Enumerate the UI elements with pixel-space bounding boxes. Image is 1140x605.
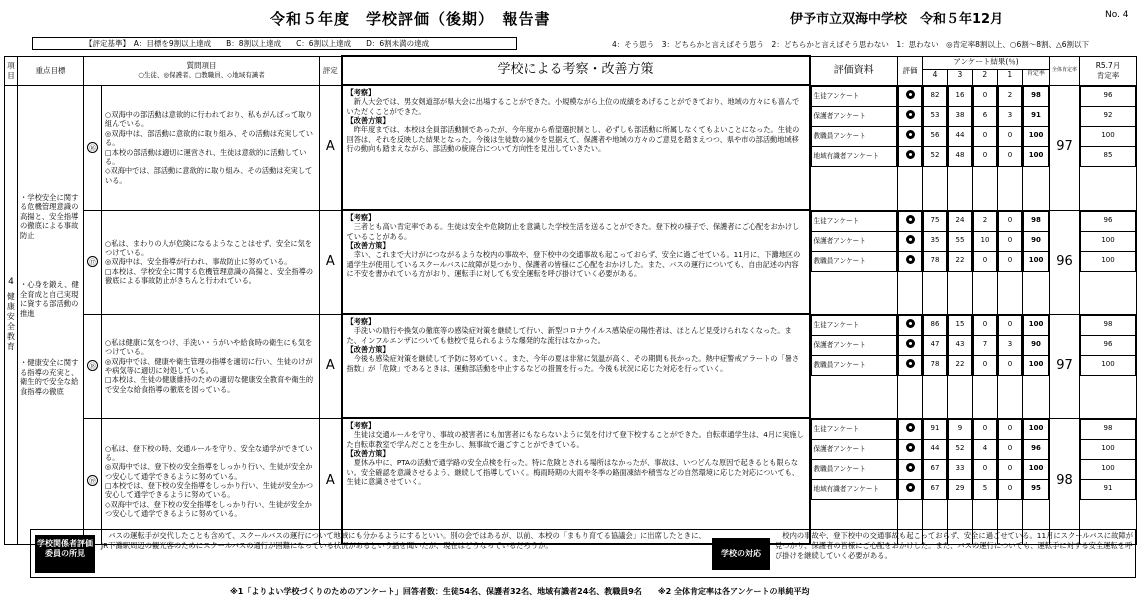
r5-rate: 98 (1103, 424, 1113, 433)
data-source: 保護者アンケート (813, 111, 866, 120)
anket-value: 91 (930, 424, 940, 433)
anket-value: 5 (982, 484, 988, 493)
grade-cell: A (320, 314, 342, 418)
anket-col-3 (948, 418, 973, 544)
goal-text: ・学校安全に関する危機管理意識の高揚と、安全指導の徹底による事故防止 (20, 192, 79, 240)
anket-col-1 (998, 210, 1023, 314)
question-items: ○双海中の部活動は意欲的に行われており、私もがんばって取り組んでいる。 ◎双海中は、部活動に意欲的に取り組み、その活動は充実している。 □本校の部活動は適切に運営され、生徒は意欲的に活動している。 ◇双海中では、部活動に意欲的に取り組み、その活動は充実している。 (102, 85, 320, 210)
anket-value: 100 (1028, 256, 1044, 265)
data-source: 生徒アンケート (813, 320, 860, 329)
anket-col-3 (948, 314, 973, 418)
anket-value: 0 (1007, 320, 1013, 329)
row-number-badge: ⑲ (87, 475, 98, 486)
anket-value: 0 (982, 131, 988, 140)
consideration-heading: 【考察】 (346, 88, 376, 97)
double-circle-icon (906, 215, 915, 224)
col-eval-item (84, 56, 320, 85)
judge-cell (898, 85, 923, 210)
judge-cell (898, 418, 923, 544)
r5-rate: 100 (1101, 256, 1115, 265)
goal-text: ・健康安全に関する指導の充実と、衛生的で安全な給食指導の徹底 (20, 358, 79, 396)
data-source: 教職員アンケート (813, 256, 866, 265)
anket-value: 90 (1031, 340, 1041, 349)
double-circle-icon (906, 110, 915, 119)
anket-value: 52 (955, 444, 965, 453)
anket-value: 15 (955, 320, 965, 329)
criteria-box: 【評定基準】 A：目標を9割以上達成 B：8割以上達成 C：6割以上達成 D：6割未満の達成 (32, 37, 517, 50)
grade-cell: A (320, 210, 342, 314)
consideration-text: 新人大会では、男女剣道部が県大会に出場することができた。小規模ながら上位の成績をあげることができており、地域の方々にも喜んでいただくことができた。 (346, 97, 800, 116)
category-number: 4 (8, 276, 14, 287)
data-source: 生徒アンケート (813, 91, 860, 100)
r5-rate: 100 (1101, 131, 1115, 140)
consideration-heading: 【考察】 (346, 421, 376, 430)
anket-value: 0 (982, 151, 988, 160)
anket-value: 78 (930, 256, 940, 265)
evaluation-table (4, 55, 1137, 545)
double-circle-icon (906, 235, 915, 244)
anket-value: 53 (930, 111, 940, 120)
anket-col-2 (973, 85, 998, 210)
anket-value: 0 (982, 424, 988, 433)
r5-rate: 85 (1103, 151, 1113, 160)
data-source: 保護者アンケート (813, 340, 866, 349)
anket-value: 0 (1007, 236, 1013, 245)
grade-cell: A (320, 418, 342, 544)
anket-value: 67 (930, 484, 940, 493)
col-eval-item-label: 質問項目 (186, 61, 217, 71)
data-source: 教職員アンケート (813, 464, 866, 473)
col-r5-rate: 肯定率 (1096, 70, 1120, 80)
r5-rate: 96 (1103, 216, 1113, 225)
double-circle-icon (906, 483, 915, 492)
consideration-text: 昨年度までは、本校は全員部活動制であったが、今年度から希望選択制とし、必ずしも部活動に所属しなくてもよいことになった。生徒の回答は、それを反映した結果となった。今後は生徒数の減少を見据えて、保護者や地域の方々のご意見を踏まえつつ、県や市の部活動地域移行の動向も踏まえながら、部活動の統廃合について方向性を見出していきたい。 (346, 125, 800, 154)
anket-value: 0 (1007, 424, 1013, 433)
r5-col (1080, 314, 1137, 418)
double-circle-icon (906, 130, 915, 139)
anket-value: 0 (1007, 464, 1013, 473)
anket-value: 67 (930, 464, 940, 473)
anket-col-2 (973, 314, 998, 418)
r5-rate: 100 (1101, 444, 1115, 453)
anket-value: 35 (930, 236, 940, 245)
double-circle-icon (906, 319, 915, 328)
anket-col-1 (998, 418, 1023, 544)
r5-col (1080, 85, 1137, 210)
question-items: ○私は、まわりの人が危険になるようなことはせず、安全に気をつけている。 ◎双海中は、安全指導が行われ、事故防止に努めている。 □本校は、学校安全に関する危機管理意識の高揚と、安全指導の徹底による事故防止がきちんと行われている。 (102, 210, 320, 314)
anket-value: 38 (955, 111, 965, 120)
anket-value: 0 (1007, 444, 1013, 453)
anket-value: 0 (982, 360, 988, 369)
data-source-cell (810, 418, 898, 544)
anket-col-2 (973, 210, 998, 314)
scale-legend: 4：そう思う 3：どちらかと言えばそう思う 2：どちらかと言えばそう思わない 1：思わない ◎肯定率8割以上、○6割～8割、△6割以下 (612, 40, 1090, 49)
anket-value: 100 (1028, 151, 1044, 160)
double-circle-icon (906, 463, 915, 472)
anket-col-4 (923, 85, 948, 210)
anket-value: 48 (955, 151, 965, 160)
row-number (84, 85, 102, 210)
question-items: ○私は、登下校の時、交通ルールを守り、安全な通学ができている。 ◎双海中では、登下校の安全指導をしっかり行い、生徒が安全かつ安心して通学できるように努めている。 □本校では、登下校の安全指導をしっかり行い、生徒が安全かつ安心して通学できるように努めている。 ◇双海中では、登下校の安全指導をしっかり行い、生徒が安全かつ安心して通学できるように努めている。 (102, 418, 320, 544)
anket-value: 100 (1028, 320, 1044, 329)
r5-col (1080, 418, 1137, 544)
anket-value: 98 (1031, 91, 1041, 100)
data-source: 地域有識者アンケート (813, 484, 880, 493)
r5-rate: 91 (1103, 484, 1113, 493)
col-rate: 肯定率 (1026, 69, 1045, 77)
anket-col-rate (1023, 314, 1050, 418)
col-item: 項目 (5, 56, 18, 85)
r5-rate: 100 (1101, 236, 1115, 245)
col-data: 評価資料 (810, 56, 898, 85)
anket-col-1 (998, 85, 1023, 210)
r5-rate: 100 (1101, 360, 1115, 369)
consideration-heading: 【改善方策】 (346, 116, 390, 126)
anket-value: 4 (982, 444, 988, 453)
col-eval-sub: ○生徒、◎保護者、□教職員、◇地域有識者 (138, 71, 265, 80)
double-circle-icon (906, 150, 915, 159)
data-source: 保護者アンケート (813, 236, 866, 245)
double-circle-icon (906, 423, 915, 432)
r5-rate: 100 (1101, 464, 1115, 473)
double-circle-icon (906, 359, 915, 368)
page-number: No. 4 (1105, 10, 1129, 20)
committee-label: 学校関係者評価委員の所見 (35, 535, 95, 573)
anket-value: 95 (1031, 484, 1041, 493)
consideration-cell (342, 210, 810, 314)
anket-value: 98 (1031, 216, 1041, 225)
anket-value: 100 (1028, 424, 1044, 433)
consideration-heading: 【考察】 (346, 213, 376, 222)
r5-rate: 96 (1103, 340, 1113, 349)
data-source: 生徒アンケート (813, 424, 860, 433)
data-source: 生徒アンケート (813, 216, 860, 225)
col-judge: 評価 (898, 56, 923, 85)
col-r5 (1080, 56, 1137, 85)
anket-value: 9 (957, 424, 963, 433)
anket-value: 6 (982, 111, 988, 120)
judge-cell (898, 314, 923, 418)
consideration-text: 幸い、これまで大けがにつながるような校内の事故や、登下校中の交通事故も起こっておらず、安全に過ごせている。11月に、下灘地区の通学生が使用しているスクールバスに故障が見つかり、保護者の皆様にご心配をおかけした。また、バスの運行についても、自由記述の内容に不安を書かれている方がおり、運転手に対しても安全運転を呼び掛けていく必要がある。 (346, 250, 801, 279)
total-rate: 97 (1050, 314, 1080, 418)
consideration-text: 夏休み中に、PTAの活動で通学路の安全点検を行った。特に危険とされる場所はなかったが、事故は、いつどんな原因で起きるとも限らない。安全確認を意識させるよう、継続して指導していく。梅雨時期の大雨や冬季の路面凍結や積雪などの自然環境に応じた対応についても、生徒に意識させていく。 (346, 458, 800, 487)
col-rating: 評定 (320, 56, 342, 85)
anket-value: 90 (1031, 236, 1041, 245)
consideration-heading: 【改善方策】 (346, 241, 390, 251)
col-r5-label: R5.7月 (1095, 60, 1121, 70)
anket-value: 96 (1031, 444, 1041, 453)
anket-value: 0 (982, 320, 988, 329)
anket-col-4 (923, 314, 948, 418)
anket-value: 0 (1007, 216, 1013, 225)
anket-value: 78 (930, 360, 940, 369)
anket-value: 2 (982, 216, 988, 225)
question-items: ○私は健康に気をつけ、手洗い・うがいや給食時の衛生にも気をつけている。 ◎双海中では、健康や衛生管理の指導を適切に行い、生徒のけがや病気等に適切に対処している。 □本校は、生徒の健康維持のための適切な健康安全教育や衛生的で安全な給食指導の徹底を図っている。 (102, 314, 320, 418)
double-circle-icon (906, 443, 915, 452)
anket-value: 7 (982, 340, 988, 349)
anket-value: 24 (955, 216, 965, 225)
r5-rate: 98 (1103, 320, 1113, 329)
anket-value: 100 (1028, 464, 1044, 473)
consideration-text: 手洗いの励行や換気の徹底等の感染症対策を継続して行い、新型コロナウイルス感染症の陽性者は、ほとんど見受けられなくなった。また、インフルエンザについても他校で見られるような爆発的な流行はなかった。 (346, 326, 792, 345)
anket-value: 2 (1007, 91, 1013, 100)
data-source: 教職員アンケート (813, 360, 866, 369)
anket-col-rate (1023, 418, 1050, 544)
data-source: 保護者アンケート (813, 444, 866, 453)
data-source-cell (810, 85, 898, 210)
total-rate: 98 (1050, 418, 1080, 544)
anket-value: 86 (930, 320, 940, 329)
anket-col-4 (923, 210, 948, 314)
row-number (84, 210, 102, 314)
footnote: ※1「よりよい学校づくりのためのアンケート」回答者数：生徒54名、保護者32名、地域有識者24名、教職員9名 ※2 全体肯定率は各アンケートの単純平均 (230, 587, 810, 596)
anket-col-rate (1023, 85, 1050, 210)
anket-value: 3 (1007, 111, 1013, 120)
consideration-cell (342, 314, 810, 418)
double-circle-icon (906, 90, 915, 99)
total-rate: 97 (1050, 85, 1080, 210)
anket-col-3 (948, 85, 973, 210)
anket-value: 22 (955, 256, 965, 265)
r5-col (1080, 210, 1137, 314)
row-number-badge: ⑱ (87, 360, 98, 371)
consideration-heading: 【改善方策】 (346, 345, 390, 355)
double-circle-icon (906, 339, 915, 348)
goal-text: ・心身を鍛え、健全育成と自己実現に資する部活動の推進 (20, 280, 79, 318)
row-number (84, 314, 102, 418)
anket-value: 44 (955, 131, 965, 140)
anket-value: 82 (930, 91, 940, 100)
data-source-cell (810, 210, 898, 314)
col-2: 2 (973, 70, 998, 85)
consideration-cell (342, 85, 810, 210)
anket-value: 33 (955, 464, 965, 473)
anket-value: 0 (1007, 131, 1013, 140)
data-source: 教職員アンケート (813, 131, 866, 140)
row-number (84, 418, 102, 544)
anket-col-rate (1023, 210, 1050, 314)
anket-value: 0 (1007, 151, 1013, 160)
row-number-badge: ⑰ (87, 256, 98, 267)
committee-text: バスの運転手が交代したことも含めて、スクールバスの運行について地域にも分かるようにするといい。別の会ではあるが、以前、本校の「まもり育てる協議会」に出席したときに、JR下灘駅周辺の観光客のためにスクールバスの通行が困難になっている状況があるという話を聞いたが、現在はどうなっているだろうか。 (101, 531, 706, 550)
anket-value: 56 (930, 131, 940, 140)
col-goal: 重点目標 (18, 56, 84, 85)
consideration-text: 三者とも高い肯定率である。生徒は安全や危険防止を意識した学校生活を送ることができた。登下校の様子で、保護者にご心配をおかけしていることがある。 (346, 222, 800, 241)
anket-value: 75 (930, 216, 940, 225)
grade-cell: A (320, 85, 342, 210)
anket-value: 44 (930, 444, 940, 453)
data-source-cell (810, 314, 898, 418)
col-anket-label: アンケート結果(％) (923, 57, 1049, 70)
r5-rate: 96 (1103, 91, 1113, 100)
consideration-text: 生徒は交通ルールを守り、事故の被害者にも加害者にもならないように気を付けて登下校することができた。自転車通学生は、4月に実施した自転車教室で学んだことを生かし、無事故で過ごすことができている。 (346, 430, 804, 449)
consideration-heading: 【考察】 (346, 317, 376, 326)
anket-col-1 (998, 314, 1023, 418)
col-1: 1 (998, 70, 1023, 85)
col-4: 4 (923, 70, 948, 85)
col-3: 3 (948, 70, 973, 85)
total-rate: 96 (1050, 210, 1080, 314)
bottom-section (30, 529, 1136, 578)
anket-value: 55 (955, 236, 965, 245)
anket-value: 91 (1031, 111, 1041, 120)
anket-value: 10 (980, 236, 990, 245)
anket-value: 22 (955, 360, 965, 369)
row-number-badge: ⑯ (87, 142, 98, 153)
anket-value: 100 (1028, 131, 1044, 140)
report-title: 令和５年度 学校評価（後期） 報告書 (270, 10, 551, 28)
r5-rate: 92 (1103, 111, 1113, 120)
anket-col-2 (973, 418, 998, 544)
anket-col-4 (923, 418, 948, 544)
anket-value: 43 (955, 340, 965, 349)
category-cell (5, 85, 18, 544)
anket-value: 0 (982, 256, 988, 265)
anket-value: 0 (1007, 256, 1013, 265)
anket-value: 0 (982, 91, 988, 100)
school-response-text: 校内の事故や、登下校中の交通事故も起こっておらず、安全に過ごせている。11月にスクールバスに故障が見つかり、保護者の皆様にご心配をおかけした。また、バスの運行についても、運転手に対する安全運転を呼び掛けを継続していく必要がある。 (775, 531, 1133, 560)
goals-cell (18, 85, 84, 544)
anket-col-3 (948, 210, 973, 314)
school-response-label: 学校の対応 (712, 538, 770, 570)
double-circle-icon (906, 255, 915, 264)
school-name-date: 伊予市立双海中学校 令和５年12月 (790, 12, 1004, 27)
col-consideration: 学校による考察・改善方策 (342, 56, 810, 85)
consideration-text: 今後も感染症対策を継続して予防に努めていく。また、今年の夏は非常に気温が高く、その期間も長かった。熱中症警戒アラートの「暑さ指数」が「危険」であるときは、運動部活動を中止するなどの措置を行った。今後も状況に応じた対応を行っていく。 (346, 354, 800, 373)
consideration-cell (342, 418, 810, 544)
anket-value: 0 (1007, 484, 1013, 493)
judge-cell (898, 210, 923, 314)
category-label: 健康安全教育 (6, 292, 16, 353)
col-anket (923, 56, 1050, 85)
anket-value: 100 (1028, 360, 1044, 369)
consideration-heading: 【改善方策】 (346, 449, 390, 459)
anket-value: 0 (1007, 360, 1013, 369)
anket-value: 29 (955, 484, 965, 493)
data-source: 地域有識者アンケート (813, 151, 880, 160)
anket-value: 0 (982, 464, 988, 473)
anket-value: 3 (1007, 340, 1013, 349)
col-total: 全体肯定率 (1050, 56, 1080, 85)
anket-value: 16 (955, 91, 965, 100)
anket-value: 52 (930, 151, 940, 160)
anket-value: 47 (930, 340, 940, 349)
